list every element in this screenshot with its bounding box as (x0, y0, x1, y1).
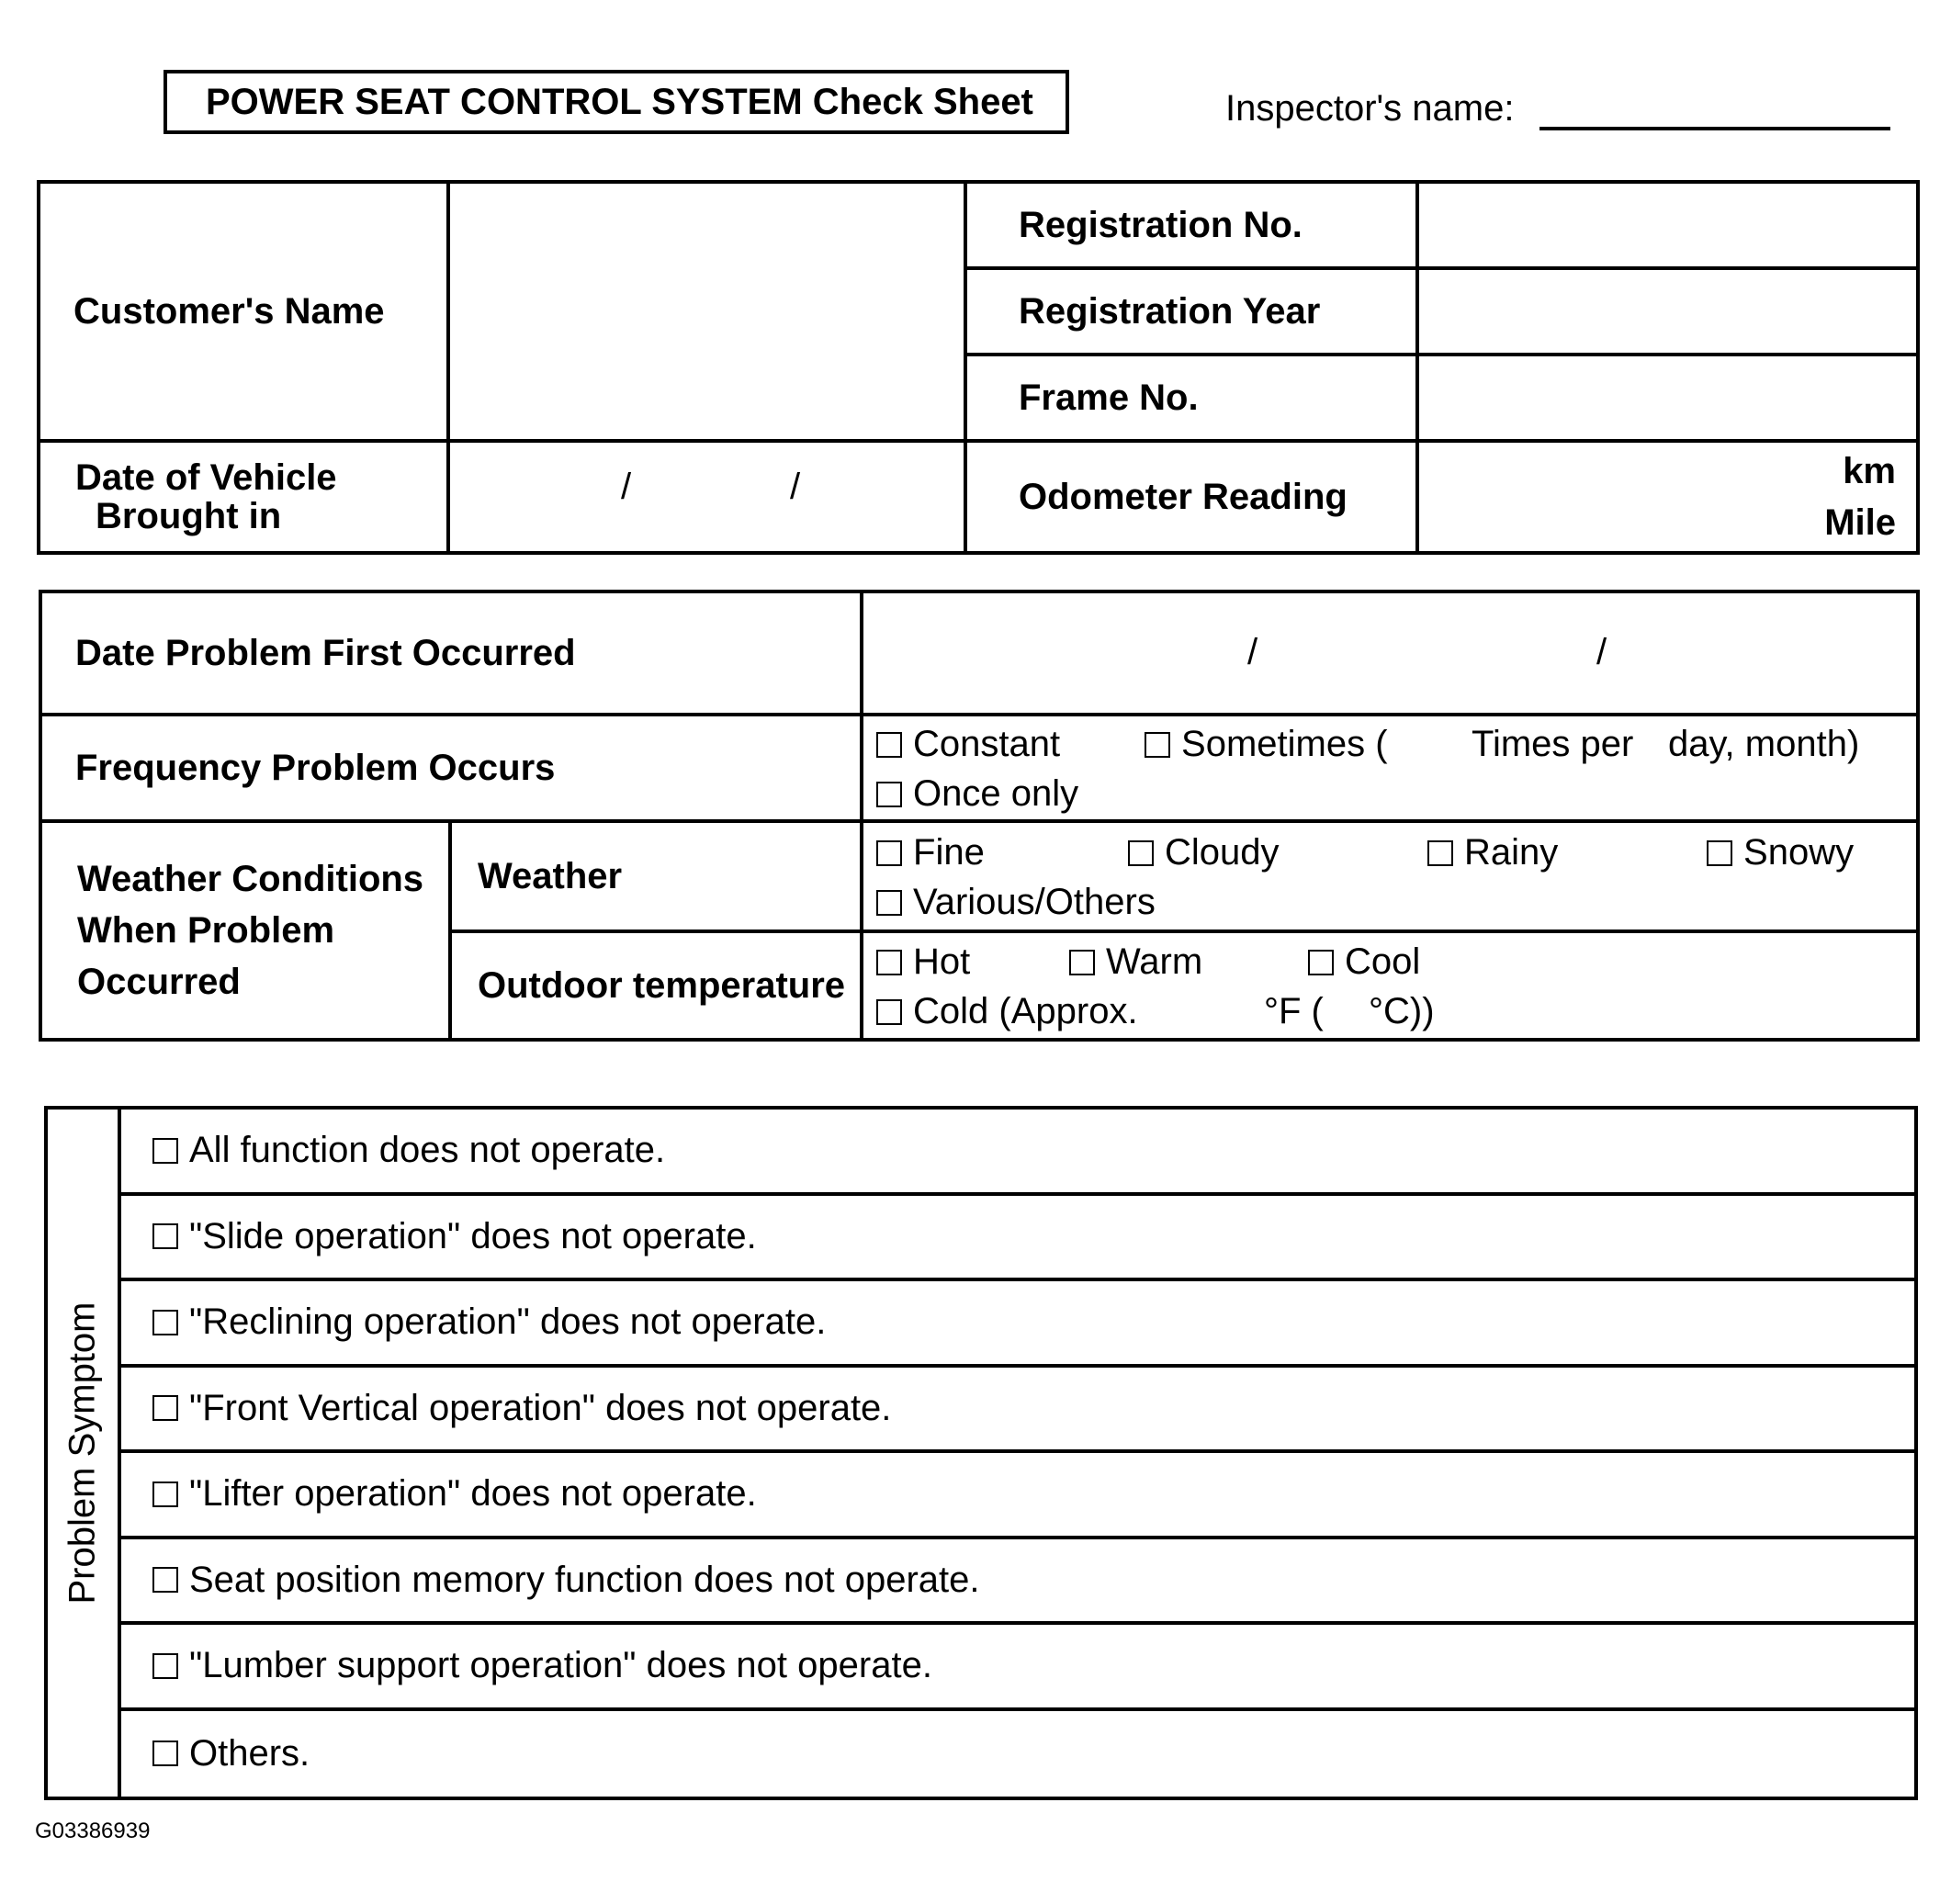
option-sometimes[interactable]: Sometimes ( (1145, 724, 1388, 765)
option-fine[interactable]: Fine (876, 832, 985, 873)
deg-c-text: °C)) (1369, 991, 1435, 1031)
temp-line-2 (876, 986, 1916, 1035)
option-cool[interactable]: Cool (1308, 941, 1420, 983)
option-warm[interactable]: Warm (1069, 941, 1202, 983)
checkbox-icon[interactable] (152, 1741, 178, 1766)
frame-no-label: Frame No. (965, 355, 1417, 441)
odometer-label: Odometer Reading (965, 441, 1417, 553)
symptom-row[interactable] (121, 1368, 1914, 1454)
date-first-occurred-label: Date Problem First Occurred (40, 591, 862, 715)
vehicle-info-table (37, 180, 1920, 555)
problem-symptom-side (48, 1110, 121, 1797)
frequency-line-2 (876, 768, 1916, 817)
symptom-text: "Lifter operation" does not operate. (189, 1473, 757, 1515)
customer-name-label: Customer's Name (39, 182, 448, 441)
deg-f-text: °F ( (1264, 991, 1324, 1031)
weather-line-1 (876, 827, 1916, 876)
option-hot[interactable]: Hot (876, 941, 970, 983)
checkbox-icon[interactable] (876, 890, 902, 916)
checkbox-icon[interactable] (152, 1482, 178, 1507)
checkbox-icon[interactable] (152, 1223, 178, 1249)
option-cloudy[interactable]: Cloudy (1128, 832, 1280, 873)
weather-line-2 (876, 876, 1916, 926)
symptom-row[interactable] (121, 1539, 1914, 1626)
day-month-text: day, month) (1668, 724, 1860, 764)
weather-label: Weather (450, 821, 862, 931)
date-first-slash-1: / (1247, 632, 1258, 672)
checkbox-icon[interactable] (152, 1567, 178, 1593)
symptom-row[interactable] (121, 1281, 1914, 1368)
frequency-line-1 (876, 718, 1916, 768)
symptom-row[interactable] (121, 1196, 1914, 1282)
weather-conditions-line3: Occurred (77, 962, 241, 1002)
temp-options (862, 931, 1918, 1040)
times-per-text: Times per (1472, 724, 1634, 764)
symptom-text: Seat position memory function does not operate. (189, 1559, 980, 1600)
problem-symptom-label: Problem Symptom (62, 1301, 103, 1605)
inspector-name-label: Inspector's name: (1225, 88, 1515, 129)
weather-conditions-label (40, 821, 450, 1040)
symptom-row[interactable] (121, 1711, 1914, 1797)
frame-no-field[interactable] (1417, 355, 1918, 441)
symptom-row[interactable] (121, 1453, 1914, 1539)
option-rainy[interactable]: Rainy (1427, 832, 1558, 873)
date-slash-2: / (790, 467, 801, 507)
problem-symptom-table (44, 1106, 1918, 1800)
symptom-text: "Slide operation" does not operate. (189, 1215, 757, 1256)
option-constant[interactable]: Constant (876, 724, 1060, 765)
checkbox-icon[interactable] (1069, 950, 1095, 975)
figure-code: G03386939 (35, 1819, 151, 1843)
temp-line-1 (876, 936, 1916, 986)
option-snowy[interactable]: Snowy (1707, 832, 1854, 873)
odometer-field[interactable] (1417, 441, 1918, 553)
checkbox-icon[interactable] (152, 1395, 178, 1421)
registration-year-label: Registration Year (965, 268, 1417, 355)
registration-no-field[interactable] (1417, 182, 1918, 268)
checkbox-icon[interactable] (1128, 840, 1154, 866)
unit-mile: Mile (1824, 502, 1896, 543)
sheet-title-text: POWER SEAT CONTROL SYSTEM Check Sheet (206, 81, 1033, 122)
checkbox-icon[interactable] (152, 1653, 178, 1679)
unit-km: km (1843, 451, 1896, 491)
sheet-title (164, 70, 1069, 134)
date-brought-in-label-line2: Brought in (96, 496, 282, 536)
date-brought-in-label (39, 441, 448, 553)
weather-conditions-line2: When Problem (77, 910, 335, 951)
checkbox-icon[interactable] (152, 1310, 178, 1335)
option-once-only[interactable]: Once only (876, 773, 1078, 815)
checkbox-icon[interactable] (876, 840, 902, 866)
symptom-row[interactable] (121, 1625, 1914, 1711)
checkbox-icon[interactable] (1427, 840, 1453, 866)
symptom-row[interactable] (121, 1110, 1914, 1196)
checkbox-icon[interactable] (152, 1138, 178, 1164)
frequency-label: Frequency Problem Occurs (40, 715, 862, 821)
checkbox-icon[interactable] (876, 732, 902, 758)
date-brought-in-field[interactable] (448, 441, 965, 553)
checkbox-icon[interactable] (1308, 950, 1334, 975)
registration-year-field[interactable] (1417, 268, 1918, 355)
frequency-options (862, 715, 1918, 821)
symptom-text: "Front Vertical operation" does not operate. (189, 1387, 892, 1428)
customer-name-field[interactable] (448, 182, 965, 441)
symptom-text: Others. (189, 1732, 310, 1774)
option-cold[interactable]: Cold (Approx. (876, 991, 1138, 1032)
symptom-text: "Reclining operation" does not operate. (189, 1301, 827, 1343)
registration-no-label: Registration No. (965, 182, 1417, 268)
date-first-slash-2: / (1596, 632, 1607, 672)
checkbox-icon[interactable] (1145, 732, 1170, 758)
inspector-name-field[interactable] (1539, 127, 1890, 130)
checkbox-icon[interactable] (1707, 840, 1732, 866)
symptom-text: "Lumber support operation" does not operate. (189, 1645, 932, 1686)
symptom-text: All function does not operate. (189, 1130, 666, 1171)
outdoor-temp-label: Outdoor temperature (450, 931, 862, 1040)
option-various[interactable]: Various/Others (876, 882, 1156, 923)
weather-options (862, 821, 1918, 931)
checkbox-icon[interactable] (876, 950, 902, 975)
checkbox-icon[interactable] (876, 782, 902, 807)
weather-conditions-line1: Weather Conditions (77, 859, 424, 899)
date-first-occurred-field[interactable] (862, 591, 1918, 715)
checkbox-icon[interactable] (876, 999, 902, 1025)
conditions-table (39, 590, 1920, 1042)
symptom-list (121, 1110, 1914, 1797)
date-slash-1: / (621, 467, 632, 507)
date-brought-in-label-line1: Date of Vehicle (75, 457, 337, 498)
